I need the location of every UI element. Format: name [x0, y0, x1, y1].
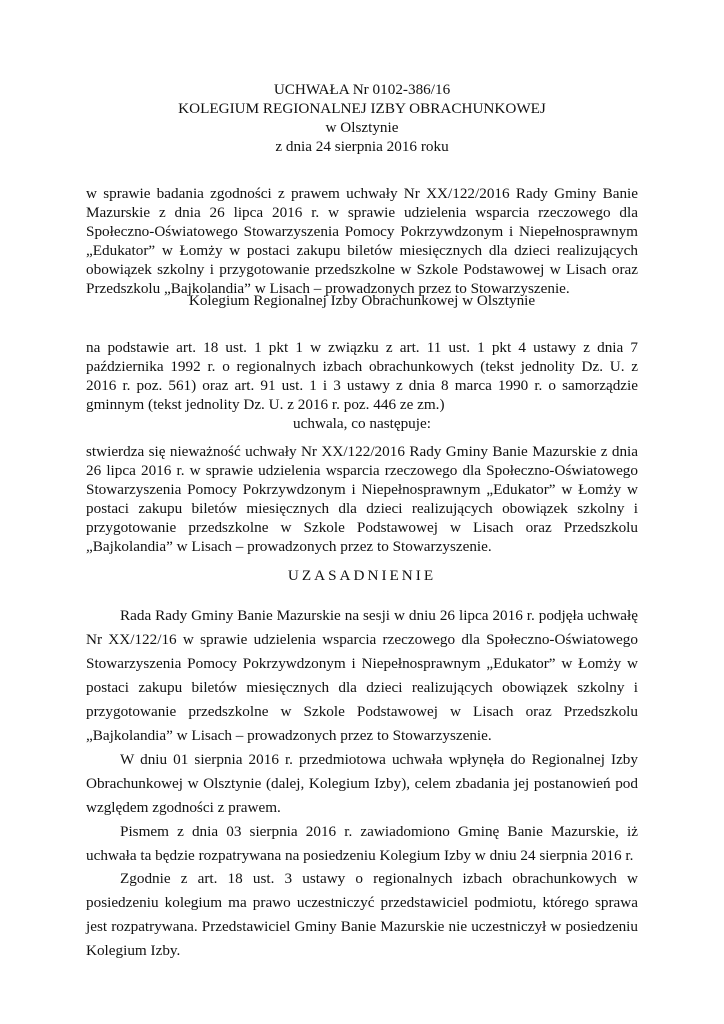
- justification-heading: UZASADNIENIE: [287, 567, 437, 584]
- resolution-subject: w sprawie badania zgodności z prawem uchwały Nr XX/122/2016 Rady Gminy Banie Mazurskie z dnia 26 lipca 2016 r. w sprawie udzielenia wsparcia rzeczowego dla Społeczno-Oświatowego Stowarzyszenia Pomocy Pokrzywdzonym i Niepełnosprawnym „Edukator” w Łomży w postaci zakupu biletów miesięcznych dla dzieci realizujących obowiązek szkolny i przygotowanie przedszkolne w Szkole Podstawowej w Lisach oraz Przedszkolu „Bajkolandia” w Lisach – prowadzonych przez to Stowarzyszenie.: [86, 185, 638, 297]
- issuer-line: Kolegium Regionalnej Izby Obrachunkowej w Olsztynie: [188, 292, 536, 309]
- resolution-date: z dnia 24 sierpnia 2016 roku: [275, 138, 449, 155]
- issuing-body: KOLEGIUM REGIONALNEJ IZBY OBRACHUNKOWEJ: [178, 100, 546, 117]
- legal-basis: na podstawie art. 18 ust. 1 pkt 1 w związku z art. 11 ust. 1 pkt 4 ustawy z dnia 7 października 1992 r. o regionalnych izbach obrachunkowych (tekst jednolity Dz. U. z 2016 r. poz. 561) oraz art. 91 ust. 1 i 3 ustawy z dnia 8 marca 1990 r. o samorządzie gminnym (tekst jednolity Dz. U. z 2016 r. poz. 446 ze zm.): [86, 339, 638, 413]
- justification-paragraph: W dniu 01 sierpnia 2016 r. przedmiotowa uchwała wpłynęła do Regionalnej Izby Obrachunkowej w Olsztynie (dalej, Kolegium Izby), celem zbadania jej postanowień pod względem zgodności z prawem.: [86, 751, 638, 816]
- justification-paragraph: Pismem z dnia 03 sierpnia 2016 r. zawiadomiono Gminę Banie Mazurskie, iż uchwała ta będzie rozpatrywana na posiedzeniu Kolegium Izby w dniu 24 sierpnia 2016 r.: [86, 823, 638, 864]
- justification-paragraph: Rada Rady Gminy Banie Mazurskie na sesji w dniu 26 lipca 2016 r. podjęła uchwałę Nr XX/122/16 w sprawie udzielenia wsparcia rzeczowego dla Społeczno-Oświatowego Stowarzyszenia Pomocy Pokrzywdzonym i Niepełnosprawnym „Edukator” w Łomży w postaci zakupu biletów miesięcznych dla dzieci realizujących obowiązek szkolny i przygotowanie przedszkolne w Szkole Podstawowej w Lisach oraz Przedszkolu „Bajkolandia” w Lisach – prowadzonych przez to Stowarzyszenie.: [86, 607, 638, 744]
- resolution-number: UCHWAŁA Nr 0102-386/16: [273, 81, 451, 98]
- resolution-header: [0, 80, 724, 156]
- decision-text: stwierdza się nieważność uchwały Nr XX/122/2016 Rady Gminy Banie Mazurskie z dnia 26 lipca 2016 r. w sprawie udzielenia wsparcia rzeczowego dla Społeczno-Oświatowego Stowarzyszenia Pomocy Pokrzywdzonym i Niepełnosprawnym „Edukator” w Łomży w postaci zakupu biletów miesięcznych dla dzieci realizujących obowiązek szkolny i przygotowanie przedszkolne w Szkole Podstawowej w Lisach oraz Przedszkolu „Bajkolandia” w Lisach – prowadzonych przez to Stowarzyszenie.: [86, 443, 638, 555]
- resolves-line: uchwala, co następuje:: [293, 415, 431, 432]
- justification-paragraph: Zgodnie z art. 18 ust. 3 ustawy o regionalnych izbach obrachunkowych w posiedzeniu kolegium ma prawo uczestniczyć przedstawiciel podmiotu, którego sprawa jest rozpatrywana. Przedstawiciel Gminy Banie Mazurskie nie uczestniczył w posiedzeniu Kolegium Izby.: [86, 870, 638, 959]
- issuing-city: w Olsztynie: [325, 119, 399, 136]
